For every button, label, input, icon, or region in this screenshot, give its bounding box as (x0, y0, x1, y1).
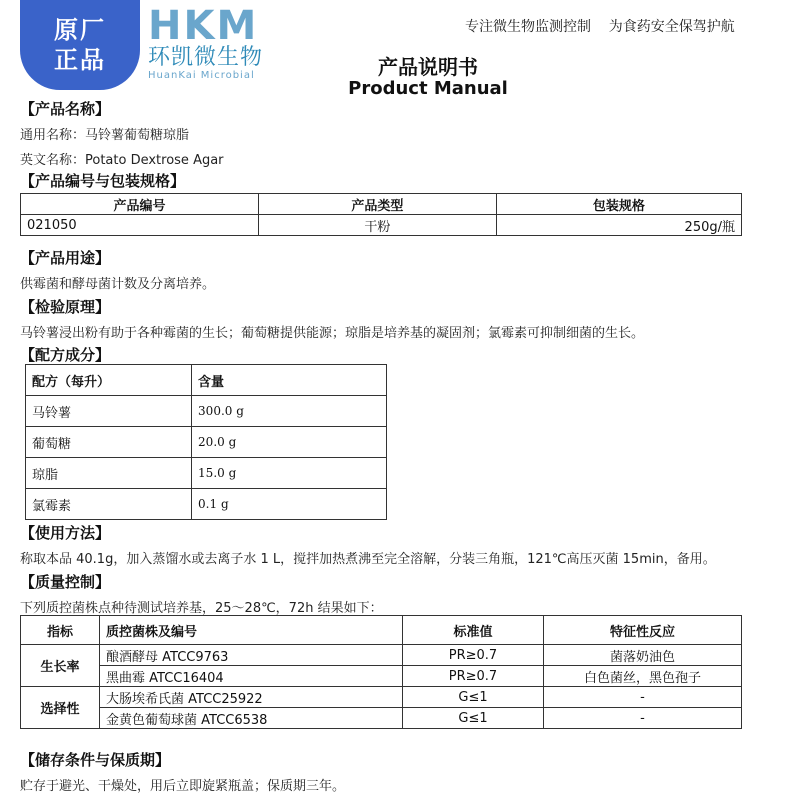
logo-wordmark: HKM (148, 3, 259, 49)
column-header: 质控菌株及编号 (100, 616, 403, 645)
section-heading-usage: 【产品用途】 (20, 249, 111, 267)
strain-cell: 大肠埃希氏菌 ATCC25922 (100, 687, 403, 708)
standard-cell: G≤1 (403, 708, 544, 729)
title-english: Product Manual (348, 78, 508, 99)
reaction-cell: 菌落奶油色 (544, 645, 742, 666)
principle-text: 马铃薯浸出粉有助于各种霉菌的生长；葡萄糖提供能源；琼脂是培养基的凝固剂；氯霉素可抑制细菌的生长。 (20, 326, 645, 341)
indicator-cell: 生长率 (21, 645, 100, 687)
amount-cell: 20.0 g (192, 427, 387, 458)
table-row (21, 687, 742, 708)
formula-table (25, 364, 387, 520)
reaction-cell: - (544, 687, 742, 708)
ingredient-cell: 葡萄糖 (26, 427, 192, 458)
package-spec-cell: 250g/瓶 (496, 215, 741, 236)
storage-text: 贮存于避光、干燥处，用后立即旋紧瓶盖；保质期三年。 (20, 779, 346, 794)
original-product-badge (20, 0, 140, 90)
table-row (21, 708, 742, 729)
ingredient-cell: 琼脂 (26, 458, 192, 489)
table-header-row (21, 616, 742, 645)
section-heading-package: 【产品编号与包装规格】 (20, 172, 186, 190)
slogan: 专注微生物监测控制 为食药安全保驾护航 (465, 19, 735, 35)
title-chinese: 产品说明书 (378, 55, 478, 79)
product-type-cell: 干粉 (258, 215, 496, 236)
amount-cell: 15.0 g (192, 458, 387, 489)
amount-cell: 0.1 g (192, 489, 387, 520)
column-header: 产品编号 (21, 194, 259, 215)
ingredient-cell: 马铃薯 (26, 396, 192, 427)
product-code-cell: 021050 (21, 215, 259, 236)
table-header-row (21, 194, 742, 215)
amount-cell: 300.0 g (192, 396, 387, 427)
package-table (20, 193, 742, 236)
section-heading-formula: 【配方成分】 (20, 346, 111, 364)
badge-line-2: 正品 (54, 46, 106, 74)
table-header-row (26, 365, 387, 396)
reaction-cell: 白色菌丝，黑色孢子 (544, 666, 742, 687)
standard-cell: PR≥0.7 (403, 666, 544, 687)
table-row (26, 427, 387, 458)
column-header: 标准值 (403, 616, 544, 645)
section-heading-method: 【使用方法】 (20, 524, 111, 542)
column-header: 指标 (21, 616, 100, 645)
table-row (21, 645, 742, 666)
section-heading-storage: 【储存条件与保质期】 (20, 751, 171, 769)
usage-text: 供霉菌和酵母菌计数及分离培养。 (20, 277, 216, 292)
column-header: 配方（每升） (26, 365, 192, 396)
section-heading-principle: 【检验原理】 (20, 298, 111, 316)
method-text: 称取本品 40.1g，加入蒸馏水或去离子水 1 L，搅拌加热煮沸至完全溶解，分装三角瓶，121℃高压灭菌 15min，备用。 (20, 552, 716, 567)
table-row (26, 396, 387, 427)
standard-cell: PR≥0.7 (403, 645, 544, 666)
reaction-cell: - (544, 708, 742, 729)
standard-cell: G≤1 (403, 687, 544, 708)
strain-cell: 酿酒酵母 ATCC9763 (100, 645, 403, 666)
qc-table (20, 615, 742, 729)
english-name: 英文名称：Potato Dextrose Agar (20, 153, 224, 168)
brand-logo (148, 3, 278, 86)
generic-name: 通用名称：马铃薯葡萄糖琼脂 (20, 128, 190, 143)
table-row (26, 489, 387, 520)
table-row (21, 666, 742, 687)
document-title (348, 56, 508, 100)
strain-cell: 金黄色葡萄球菌 ATCC6538 (100, 708, 403, 729)
indicator-cell: 选择性 (21, 687, 100, 729)
table-row (21, 215, 742, 236)
logo-english-name: HuanKai Microbial (148, 70, 255, 81)
ingredient-cell: 氯霉素 (26, 489, 192, 520)
column-header: 包装规格 (496, 194, 741, 215)
column-header: 产品类型 (258, 194, 496, 215)
table-row (26, 458, 387, 489)
column-header: 特征性反应 (544, 616, 742, 645)
qc-intro: 下列质控菌株点种待测试培养基，25～28℃，72h 结果如下： (20, 601, 383, 616)
badge-line-1: 原厂 (54, 16, 106, 44)
column-header: 含量 (192, 365, 387, 396)
section-heading-qc: 【质量控制】 (20, 573, 111, 591)
logo-chinese-name: 环凯微生物 (148, 45, 264, 70)
section-heading-name: 【产品名称】 (20, 100, 111, 118)
strain-cell: 黑曲霉 ATCC16404 (100, 666, 403, 687)
